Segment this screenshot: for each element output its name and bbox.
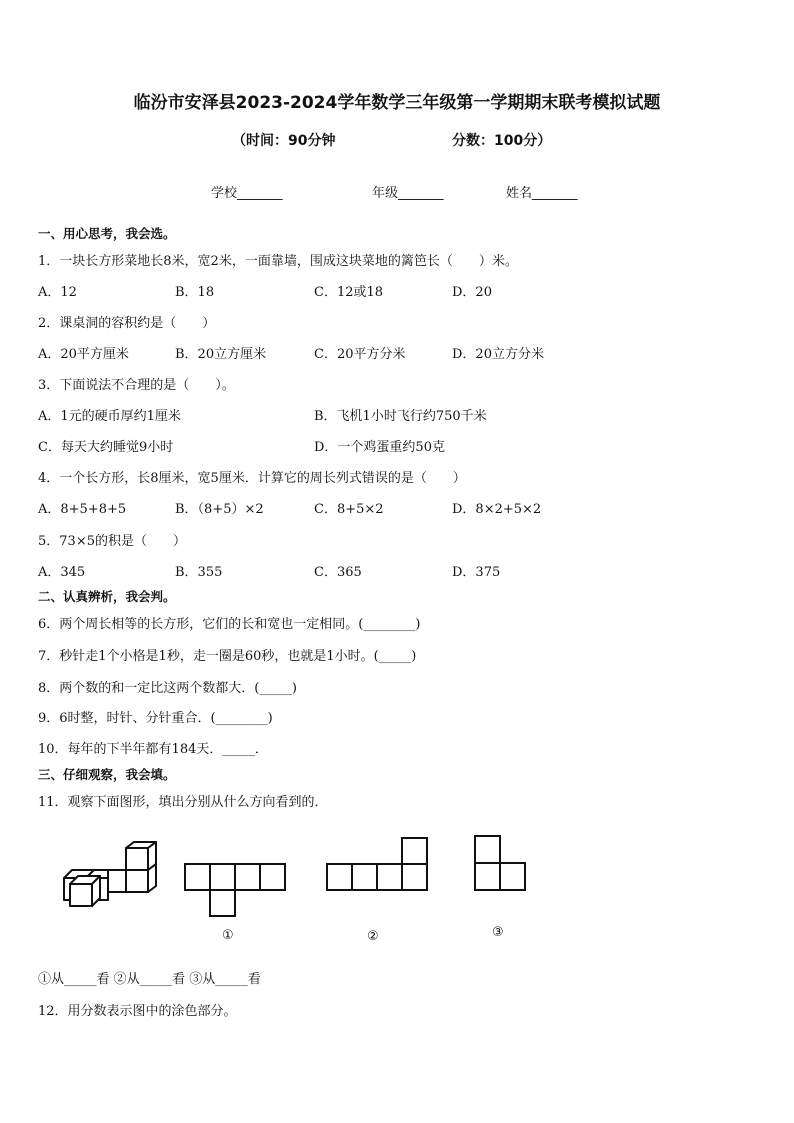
question-2: 2．课桌洞的容积约是（ ） bbox=[38, 316, 216, 331]
exam-score: 分数：100分） bbox=[452, 133, 552, 149]
option-d: D．20立方分米 bbox=[452, 347, 544, 362]
question-7: 7．秒针走1个小格是1秒，走一圈是60秒，也就是1小时。(_____) bbox=[38, 649, 417, 664]
view-3-figure bbox=[473, 834, 529, 892]
option-a: A．20平方厘米 bbox=[38, 347, 129, 362]
section-heading: 一、用心思考，我会选。 bbox=[38, 226, 176, 241]
question-11: 11．观察下面图形，填出分别从什么方向看到的． bbox=[38, 795, 328, 810]
option-c: C．20平方分米 bbox=[314, 347, 406, 362]
option-c: C．365 bbox=[314, 565, 362, 580]
question-6: 6．两个周长相等的长方形，它们的长和宽也一定相同。(________) bbox=[38, 617, 421, 632]
option-a: A．1元的硬币厚约1厘米 bbox=[38, 409, 181, 424]
option-b: B．（8+5）×2 bbox=[175, 502, 264, 517]
answer-blanks: ①从_____看 ②从_____看 ③从_____看 bbox=[38, 972, 261, 987]
question-8: 8．两个数的和一定比这两个数都大．(_____) bbox=[38, 681, 297, 696]
option-d: D．20 bbox=[452, 285, 492, 300]
question-3: 3．下面说法不合理的是（ ）。 bbox=[38, 378, 235, 393]
section-heading: 二、认真辨析，我会判。 bbox=[38, 589, 176, 604]
cube-stack-figure bbox=[52, 840, 164, 908]
question-10: 10．每年的下半年都有184天．_____． bbox=[38, 742, 268, 757]
question-1: 1．一块长方形菜地长8米，宽2米，一面靠墙，围成这块菜地的篱笆长（ ）米。 bbox=[38, 254, 518, 269]
question-12: 12．用分数表示图中的涂色部分。 bbox=[38, 1004, 237, 1019]
page-title: 临汾市安泽县2023-2024学年数学三年级第一学期期末联考模拟试题 bbox=[133, 93, 661, 113]
option-b: B．355 bbox=[175, 565, 223, 580]
school-field: 学校_______ bbox=[211, 186, 283, 201]
option-d: D．一个鸡蛋重约50克 bbox=[314, 440, 445, 455]
option-a: A．12 bbox=[38, 285, 77, 300]
view-1-label: ① bbox=[222, 928, 234, 943]
option-a: A．345 bbox=[38, 565, 86, 580]
grade-field: 年级_______ bbox=[372, 186, 444, 201]
option-d: D．8×2+5×2 bbox=[452, 502, 542, 517]
section-heading: 三、仔细观察，我会填。 bbox=[38, 767, 176, 782]
view-1-figure bbox=[183, 862, 289, 918]
question-4: 4．一个长方形，长8厘米，宽5厘米．计算它的周长列式错误的是（ ） bbox=[38, 471, 466, 486]
option-b: B．飞机1小时飞行约750千米 bbox=[314, 409, 487, 424]
option-c: C．12或18 bbox=[314, 285, 384, 300]
view-3-label: ③ bbox=[492, 925, 504, 940]
option-a: A．8+5+8+5 bbox=[38, 502, 127, 517]
view-2-label: ② bbox=[367, 929, 379, 944]
question-5: 5．73×5的积是（ ） bbox=[38, 534, 186, 549]
option-b: B．20立方厘米 bbox=[175, 347, 267, 362]
exam-time: （时间：90分钟 bbox=[232, 133, 336, 149]
view-2-figure bbox=[325, 836, 431, 892]
option-c: C．每天大约睡觉9小时 bbox=[38, 440, 174, 455]
question-9: 9．6时整，时针、分针重合．(________) bbox=[38, 711, 273, 726]
option-b: B．18 bbox=[175, 285, 215, 300]
name-field: 姓名_______ bbox=[506, 186, 578, 201]
option-c: C．8+5×2 bbox=[314, 502, 384, 517]
option-d: D．375 bbox=[452, 565, 501, 580]
